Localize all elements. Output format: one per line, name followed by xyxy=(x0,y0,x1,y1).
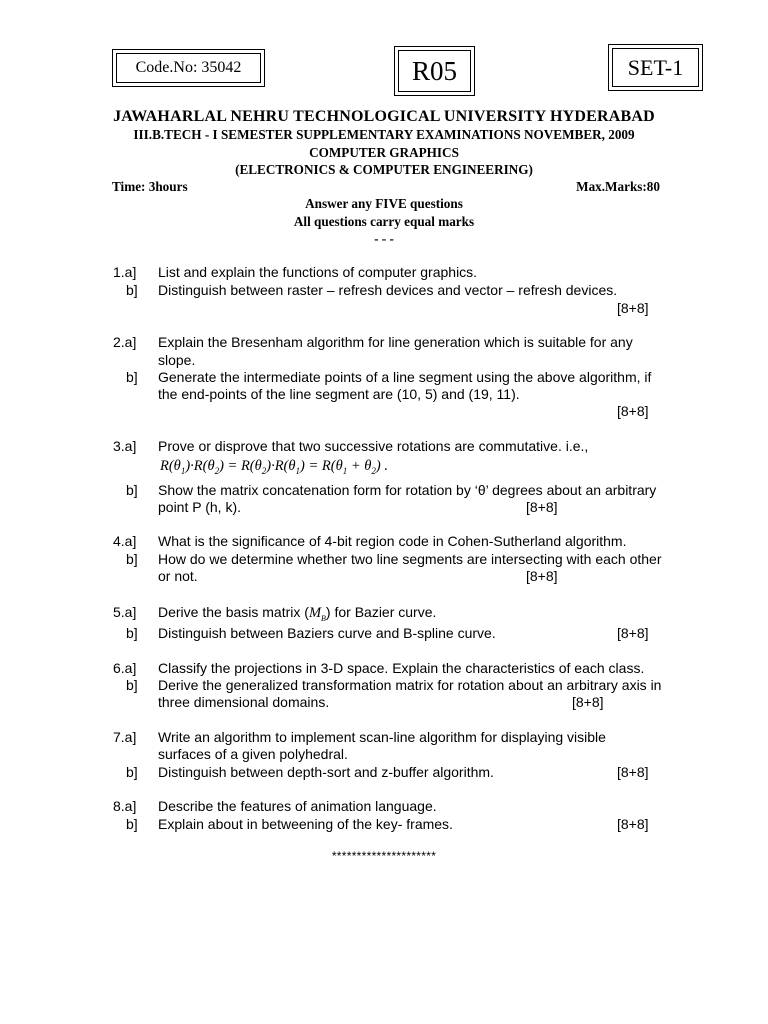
q6b-number: b] xyxy=(126,677,138,693)
q2a-text-line2: slope. xyxy=(158,352,196,368)
q2b-number: b] xyxy=(126,369,138,385)
max-marks: Max.Marks:80 xyxy=(576,179,660,194)
q4b-text-line1: How do we determine whether two line segments are intersecting with each other xyxy=(158,551,662,567)
set-label: SET-1 xyxy=(627,54,684,80)
q4b-number: b] xyxy=(126,551,138,567)
end-of-paper-stars: ********************* xyxy=(331,849,437,863)
q5a-text-pre: Derive the basis matrix ( xyxy=(158,604,309,620)
q7a-text-line2: surfaces of a given polyhedral. xyxy=(158,746,348,762)
instruction-answer-five: Answer any FIVE questions xyxy=(305,196,463,211)
q3b-text-line2: point P (h, k). xyxy=(158,499,242,515)
header-separator: - - - xyxy=(374,231,394,246)
q4a-text: What is the significance of 4-bit region code in Cohen-Sutherland algorithm. xyxy=(158,533,627,549)
q8-marks: [8+8] xyxy=(617,816,649,832)
set-box xyxy=(608,44,703,91)
q5a-number: 5.a] xyxy=(113,604,137,620)
q5a-text xyxy=(158,604,436,623)
university-name: JAWAHARLAL NEHRU TECHNOLOGICAL UNIVERSITY HYDERABAD xyxy=(113,108,655,125)
q3a-text: Prove or disprove that two successive rotations are commutative. i.e., xyxy=(158,438,589,454)
q5-marks: [8+8] xyxy=(617,625,649,641)
code-number-box xyxy=(112,49,265,87)
q6a-text: Classify the projections in 3-D space. Explain the characteristics of each class. xyxy=(158,660,645,676)
q6-marks: [8+8] xyxy=(572,694,604,710)
q1a-text: List and explain the functions of computer graphics. xyxy=(158,264,478,280)
q6b-text-line2: three dimensional domains. xyxy=(158,694,330,710)
basis-matrix-symbol: $M_B$ xyxy=(308,605,326,623)
q2a-number: 2.a] xyxy=(113,334,137,350)
q6b-text-line1: Derive the generalized transformation matrix for rotation about an arbitrary axis in xyxy=(158,677,662,693)
q5a-text-post: ) for Bazier curve. xyxy=(325,604,437,620)
q8a-number: 8.a] xyxy=(113,798,137,814)
q4a-number: 4.a] xyxy=(113,533,137,549)
q7-marks: [8+8] xyxy=(617,764,649,780)
q3b-text-line1: Show the matrix concatenation form for rotation by ‘θ’ degrees about an arbitrary xyxy=(158,482,657,498)
q2b-text-line1: Generate the intermediate points of a line segment using the above algorithm, if xyxy=(158,369,652,385)
q7b-text: Distinguish between depth-sort and z-buffer algorithm. xyxy=(158,764,494,780)
q2b-text-line2: the end-points of the line segment are (10, 5) and (19, 11). xyxy=(158,386,520,402)
q2-marks: [8+8] xyxy=(617,403,649,419)
q3a-number: 3.a] xyxy=(113,438,137,454)
q7a-number: 7.a] xyxy=(113,729,137,745)
q3-marks: [8+8] xyxy=(526,499,558,515)
q4b-text-line2: or not. xyxy=(158,568,198,584)
rotation-equation: $R(\theta_1)\cdot R(\theta_2) = R(\theta_2)\cdot R(\theta_1) = R(\theta_1 + \theta_2)$ . xyxy=(160,458,388,476)
q8a-text: Describe the features of animation language. xyxy=(158,798,437,814)
regulation-code: R05 xyxy=(411,55,457,86)
q4-marks: [8+8] xyxy=(526,568,558,584)
q7b-number: b] xyxy=(126,764,138,780)
q1b-text: Distinguish between raster – refresh devices and vector – refresh devices. xyxy=(158,282,618,298)
q8b-text: Explain about in betweening of the key- frames. xyxy=(158,816,453,832)
q1a-number: 1.a] xyxy=(113,264,137,280)
q1b-number: b] xyxy=(126,282,138,298)
time-allowed: Time: 3hours xyxy=(112,179,188,194)
branch-title: (ELECTRONICS & COMPUTER ENGINEERING) xyxy=(235,162,533,177)
basis-matrix-subscript: B xyxy=(321,613,326,623)
regulation-box xyxy=(394,46,475,96)
instruction-equal-marks: All questions carry equal marks xyxy=(293,214,475,229)
q5b-text: Distinguish between Baziers curve and B-spline curve. xyxy=(158,625,496,641)
q1-marks: [8+8] xyxy=(617,300,649,316)
q5b-number: b] xyxy=(126,625,138,641)
q8b-number: b] xyxy=(126,816,138,832)
code-number: Code.No: 35042 xyxy=(135,59,242,76)
exam-title: III.B.TECH - I SEMESTER SUPPLEMENTARY EXAMINATIONS NOVEMBER, 2009 xyxy=(133,127,635,142)
subject-title: COMPUTER GRAPHICS xyxy=(309,145,459,160)
q7a-text-line1: Write an algorithm to implement scan-line algorithm for displaying visible xyxy=(158,729,606,745)
q6a-number: 6.a] xyxy=(113,660,137,676)
q2a-text-line1: Explain the Bresenham algorithm for line generation which is suitable for any xyxy=(158,334,633,350)
q3b-number: b] xyxy=(126,482,138,498)
